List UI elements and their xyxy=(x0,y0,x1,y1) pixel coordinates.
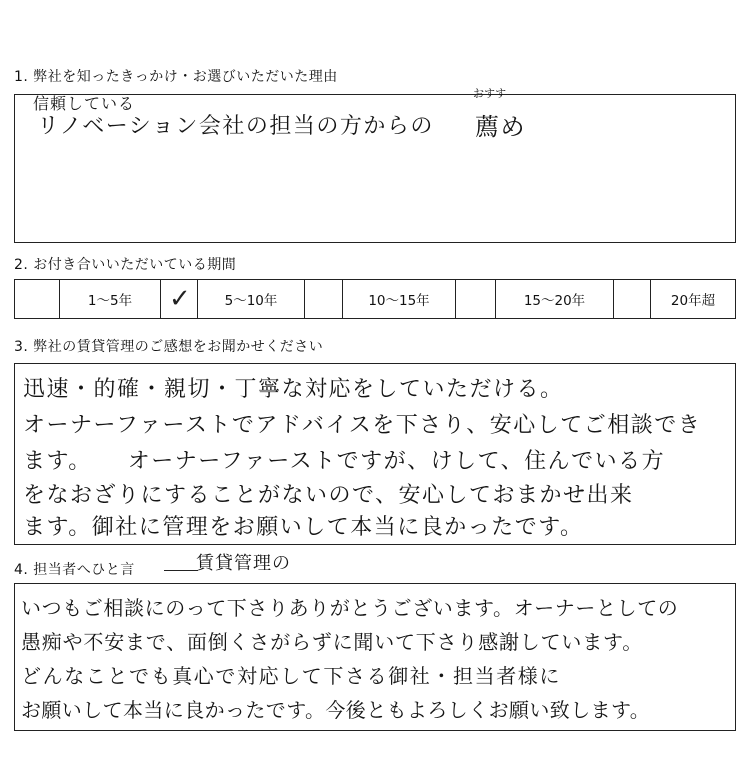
section4-line-4: お願いして本当に良かったです。今後ともよろしくお願い致します。 xyxy=(21,698,651,722)
period-label-4: 15〜20年 xyxy=(496,280,614,318)
check-mark-icon: ✓ xyxy=(169,284,191,314)
section1-heading: 1. 弊社を知ったきっかけ・お選びいただいた理由 xyxy=(14,69,338,85)
section3-heading: 3. 弊社の賃貸管理のご感想をお聞かせください xyxy=(14,339,324,355)
section4-note-above: 賃貸管理の xyxy=(196,553,291,574)
section1-note-above: 信頼している xyxy=(33,94,136,113)
period-checkbox-5[interactable] xyxy=(614,280,651,318)
period-label-1: 1〜5年 xyxy=(60,280,161,318)
section3-line-1: 迅速・的確・親切・丁寧な対応をしていただける。 xyxy=(23,377,564,402)
section3-line-5: ます。御社に管理をお願いして本当に良かったです。 xyxy=(23,515,584,540)
period-label-2: 5〜10年 xyxy=(198,280,305,318)
section3-answer-box xyxy=(14,363,736,545)
period-checkbox-3[interactable] xyxy=(305,280,343,318)
period-checkbox-2[interactable] xyxy=(161,280,198,318)
section3-line-4: をなおざりにすることがないので、安心しておまかせ出来 xyxy=(23,483,634,508)
section3-line-3: ます。 オーナーファーストですが、けして、住んでいる方 xyxy=(23,449,666,474)
heading-extension-line xyxy=(164,570,198,571)
section4-answer-box xyxy=(14,583,736,731)
period-label-3: 10〜15年 xyxy=(343,280,456,318)
section4-line-2: 愚痴や不安まで、面倒くさがらずに聞いて下さり感謝しています。 xyxy=(21,630,643,654)
section3-line-2: オーナーファーストでアドバイスを下さり、安心してご相談でき xyxy=(23,413,702,438)
period-checkbox-1[interactable] xyxy=(15,280,60,318)
section4-heading: 4. 担当者へひと言 xyxy=(14,562,135,578)
period-table xyxy=(14,279,736,319)
section1-answer-box xyxy=(14,87,736,243)
section1-answer-main: リノベーション会社の担当の方からの xyxy=(37,114,434,139)
section4-line-3: どんなことでも真心で対応して下さる御社・担当者様に xyxy=(21,664,561,688)
section4-line-1: いつもご相談にのって下さりありがとうございます。オーナーとしての xyxy=(21,596,679,620)
section1-note-reading: おすす xyxy=(473,87,507,100)
period-checkbox-4[interactable] xyxy=(456,280,496,318)
period-label-5: 20年超 xyxy=(670,293,716,309)
section1-answer-end: 薦め xyxy=(475,113,526,141)
section2-heading: 2. お付き合いいただいている期間 xyxy=(14,257,237,273)
